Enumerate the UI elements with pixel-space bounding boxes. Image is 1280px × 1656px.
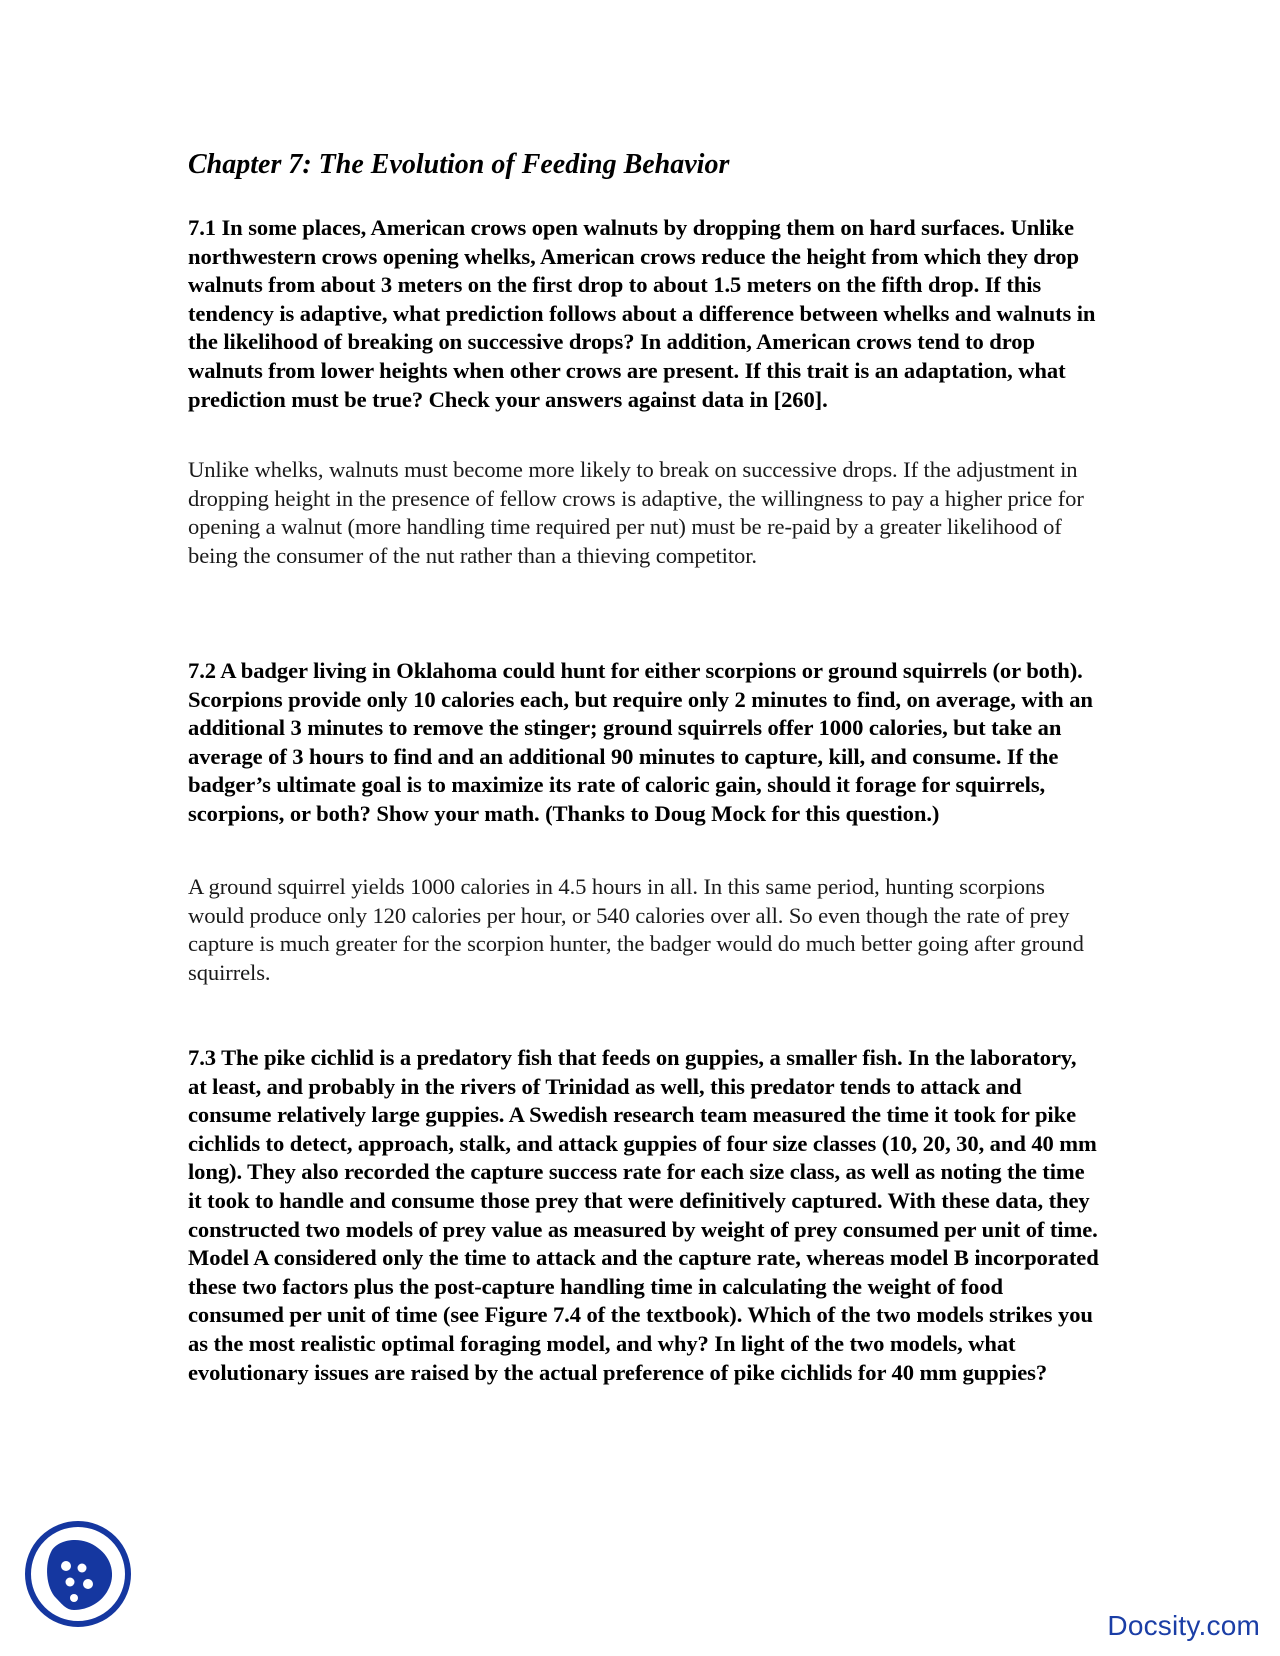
answer-7-1: Unlike whelks, walnuts must become more likely to break on successive drops. If the adjustment in dropping height in the presence of fellow crows is adaptive, the willingness to pay a higher price for opening a walnut (more handling time required per nut) must be re-paid by a greater likelihood of being the consumer of the nut rather than a thieving competitor. (188, 457, 1084, 568)
question-7-3: 7.3 The pike cichlid is a predatory fish that feeds on guppies, a smaller fish. In the laboratory, at least, and probably in the rivers of Trinidad as well, this predator tends to attack and consume relatively large guppies. A Swedish research team measured the time it took for pike cichlids to detect, approach, stalk, and attack guppies of four size classes (10, 20, 30, and 40 mm long). They also recorded the capture success rate for each size class, as well as noting the time it took to handle and consume those prey that were definitively captured. With these data, they constructed two models of prey value as measured by weight of prey consumed per unit of time. Model A considered only the time to attack and the capture rate, whereas model B incorporated these two factors plus the post-capture handling time in calculating the weight of food consumed per unit of time (see Figure 7.4 of the textbook). Which of the two models strikes you as the most realistic optimal foraging model, and why? In light of the two models, what evolutionary issues are raised by the actual preference of pike cichlids for 40 mm guppies? (188, 1045, 1099, 1385)
docsity-logo-icon[interactable] (22, 1518, 134, 1630)
docsity-brand-link[interactable]: Docsity.com (1107, 1610, 1260, 1641)
question-7-1: 7.1 In some places, American crows open walnuts by dropping them on hard surfaces. Unlike northwestern crows opening whelks, American crows reduce the height from which they drop walnuts from about 3 meters on the first drop to about 1.5 meters on the fifth drop. If this tendency is adaptive, what prediction follows about a difference between whelks and walnuts in the likelihood of breaking on successive drops? In addition, American crows tend to drop walnuts from lower heights when other crows are present. If this trait is an adaptation, what prediction must be true? Check your answers against data in [260]. (188, 215, 1096, 412)
question-7-2: 7.2 A badger living in Oklahoma could hunt for either scorpions or ground squirrels (or both). Scorpions provide only 10 calories each, but require only 2 minutes to find, on average, with an additional 3 minutes to remove the stinger; ground squirrels offer 1000 calories, but take an average of 3 hours to find and an additional 90 minutes to capture, kill, and consume. If the badger’s ultimate goal is to maximize its rate of caloric gain, should it forage for squirrels, scorpions, or both? Show your math. (Thanks to Doug Mock for this question.) (188, 658, 1093, 826)
chapter-title: Chapter 7: The Evolution of Feeding Behavior (188, 149, 730, 180)
answer-7-2: A ground squirrel yields 1000 calories in 4.5 hours in all. In this same period, hunting scorpions would produce only 120 calories per hour, or 540 calories over all. So even though the rate of prey capture is much greater for the scorpion hunter, the badger would do much better going after ground squirrels. (188, 874, 1084, 985)
